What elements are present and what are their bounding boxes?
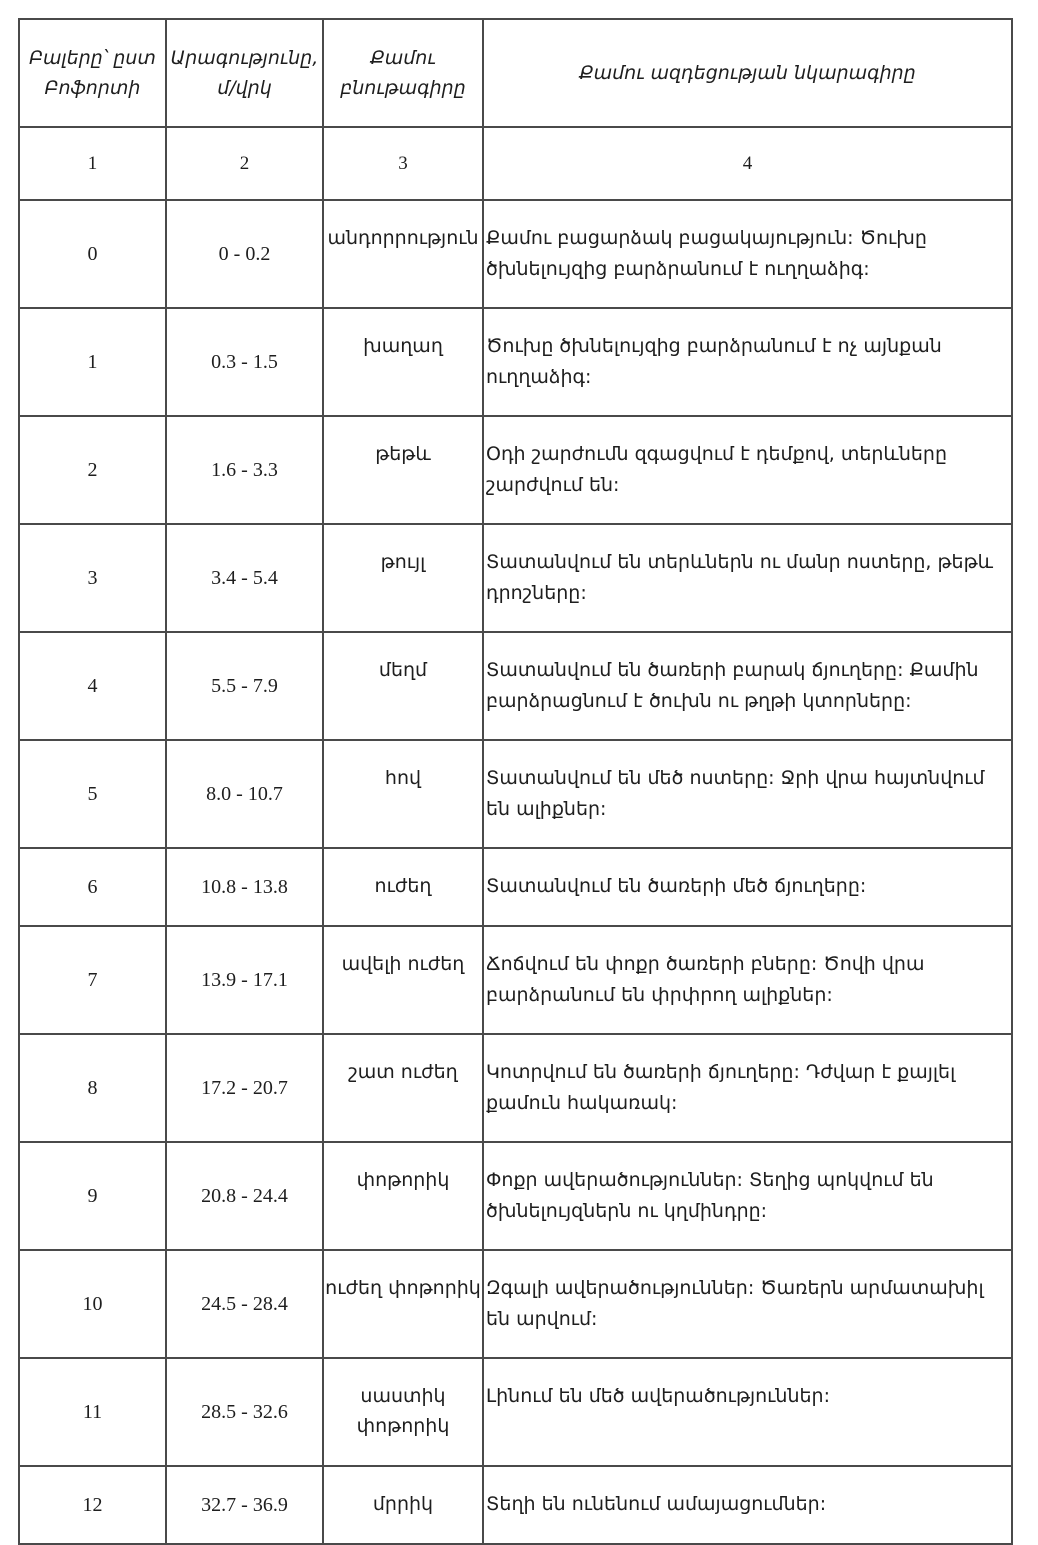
header-beaufort: Բալերը՝ ըստ Բոֆորտի: [19, 19, 166, 127]
character-cell: հով: [323, 740, 483, 848]
beaufort-cell: 8: [19, 1034, 166, 1142]
table-row: [19, 740, 1012, 848]
beaufort-table-container: [18, 18, 1011, 1545]
beaufort-scale-table: [18, 18, 1013, 1545]
character-cell: սաստիկ փոթորիկ: [323, 1358, 483, 1466]
description-cell: Տատանվում են ծառերի բարակ ճյուղերը: Քամին բարձրացնում է ծուխն ու թղթի կտորները:: [483, 632, 1012, 740]
character-cell: մեղմ: [323, 632, 483, 740]
speed-cell: 32.7 - 36.9: [166, 1466, 323, 1544]
description-cell: Կոտրվում են ծառերի ճյուղերը: Դժվար է քայլել քամուն հակառակ:: [483, 1034, 1012, 1142]
table-row: [19, 416, 1012, 524]
table-row: [19, 632, 1012, 740]
speed-cell: 10.8 - 13.8: [166, 848, 323, 926]
character-cell: շատ ուժեղ: [323, 1034, 483, 1142]
beaufort-cell: 2: [19, 416, 166, 524]
character-cell: թեթև: [323, 416, 483, 524]
speed-cell: 13.9 - 17.1: [166, 926, 323, 1034]
description-cell: Օդի շարժումն զգացվում է դեմքով, տերևները շարժվում են:: [483, 416, 1012, 524]
table-row: [19, 1142, 1012, 1250]
description-cell: Տատանվում են տերևներն ու մանր ոստերը, թեթև դրոշները:: [483, 524, 1012, 632]
header-speed: Արագությունը, մ/վրկ: [166, 19, 323, 127]
table-row: [19, 1466, 1012, 1544]
speed-cell: 24.5 - 28.4: [166, 1250, 323, 1358]
table-body: [19, 127, 1012, 1544]
table-row: [19, 1250, 1012, 1358]
table-row: [19, 200, 1012, 308]
speed-cell: 8.0 - 10.7: [166, 740, 323, 848]
column-number: 4: [483, 127, 1012, 200]
beaufort-cell: 4: [19, 632, 166, 740]
beaufort-cell: 1: [19, 308, 166, 416]
character-cell: ավելի ուժեղ: [323, 926, 483, 1034]
table-row: [19, 1358, 1012, 1466]
description-cell: Ծուխը ծխնելույզից բարձրանում է ոչ այնքան ուղղաձիգ:: [483, 308, 1012, 416]
beaufort-cell: 0: [19, 200, 166, 308]
header-character: Քամու բնութագիրը: [323, 19, 483, 127]
table-row: [19, 848, 1012, 926]
beaufort-cell: 9: [19, 1142, 166, 1250]
speed-cell: 0 - 0.2: [166, 200, 323, 308]
header-row: [19, 19, 1012, 127]
speed-cell: 17.2 - 20.7: [166, 1034, 323, 1142]
column-number: 2: [166, 127, 323, 200]
character-cell: անդորրություն: [323, 200, 483, 308]
beaufort-cell: 5: [19, 740, 166, 848]
column-number: 3: [323, 127, 483, 200]
speed-cell: 3.4 - 5.4: [166, 524, 323, 632]
column-number: 1: [19, 127, 166, 200]
speed-cell: 28.5 - 32.6: [166, 1358, 323, 1466]
character-cell: մրրիկ: [323, 1466, 483, 1544]
character-cell: խաղաղ: [323, 308, 483, 416]
table-row: [19, 926, 1012, 1034]
speed-cell: 1.6 - 3.3: [166, 416, 323, 524]
column-number-row: [19, 127, 1012, 200]
beaufort-cell: 3: [19, 524, 166, 632]
description-cell: Զգալի ավերածություններ: Ծառերն արմատախիլ են արվում:: [483, 1250, 1012, 1358]
table-row: [19, 524, 1012, 632]
description-cell: Տատանվում են ծառերի մեծ ճյուղերը:: [483, 848, 1012, 926]
table-row: [19, 1034, 1012, 1142]
beaufort-cell: 10: [19, 1250, 166, 1358]
beaufort-cell: 11: [19, 1358, 166, 1466]
speed-cell: 5.5 - 7.9: [166, 632, 323, 740]
speed-cell: 0.3 - 1.5: [166, 308, 323, 416]
description-cell: Տեղի են ունենում ամայացումներ:: [483, 1466, 1012, 1544]
beaufort-cell: 7: [19, 926, 166, 1034]
description-cell: Տատանվում են մեծ ոստերը: Ջրի վրա հայտնվում են ալիքներ:: [483, 740, 1012, 848]
description-cell: Քամու բացարձակ բացակայություն: Ծուխը ծխնելույզից բարձրանում է ուղղաձիգ:: [483, 200, 1012, 308]
character-cell: թույլ: [323, 524, 483, 632]
description-cell: Ճոճվում են փոքր ծառերի բները: Ծովի վրա բարձրանում են փրփրող ալիքներ:: [483, 926, 1012, 1034]
speed-cell: 20.8 - 24.4: [166, 1142, 323, 1250]
description-cell: Լինում են մեծ ավերածություններ:: [483, 1358, 1012, 1466]
header-description: Քամու ազդեցության նկարագիրը: [483, 19, 1012, 127]
beaufort-cell: 12: [19, 1466, 166, 1544]
character-cell: փոթորիկ: [323, 1142, 483, 1250]
character-cell: ուժեղ փոթորիկ: [323, 1250, 483, 1358]
beaufort-cell: 6: [19, 848, 166, 926]
character-cell: ուժեղ: [323, 848, 483, 926]
description-cell: Փոքր ավերածություններ: Տեղից պոկվում են ծխնելույզներն ու կղմինդրը:: [483, 1142, 1012, 1250]
table-row: [19, 308, 1012, 416]
